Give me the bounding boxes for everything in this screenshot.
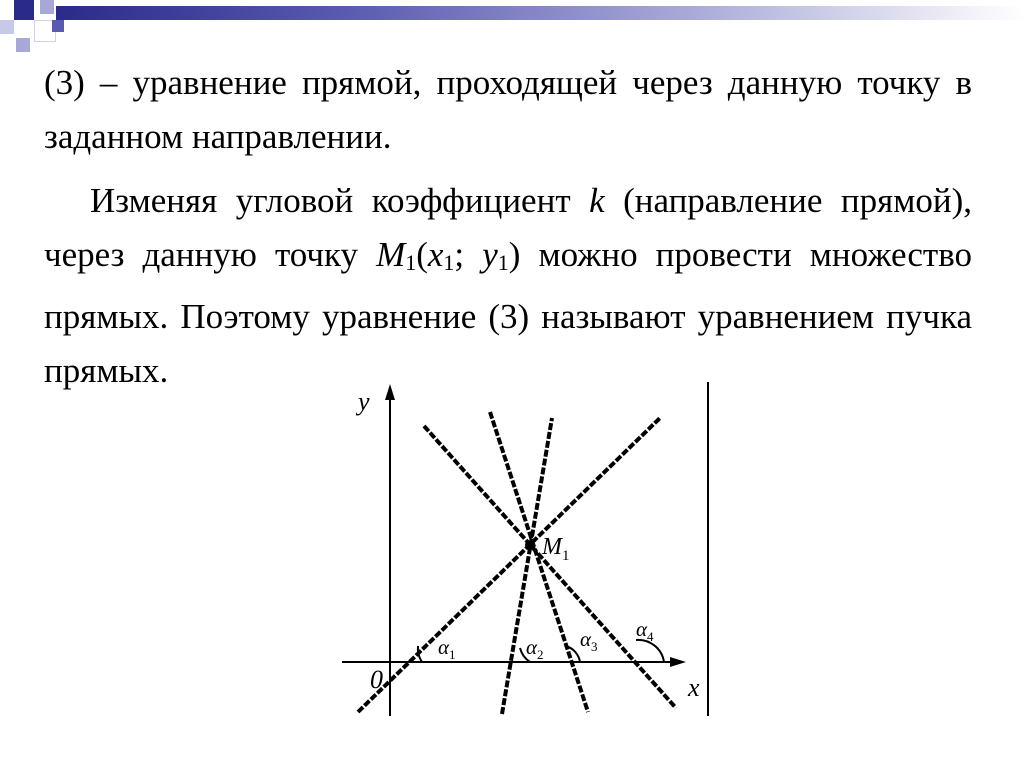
y-axis-arrow [385,384,395,400]
paragraph-2-part-3: можно провести множество прямых. Поэтому уравнение (3) называют уравнением пучка прямых. [44,235,972,390]
m1-label-letter: M [542,534,562,560]
alpha-3-label [580,627,598,654]
x-coord-sub: 1 [443,250,455,275]
x-axis-label: x [688,673,700,702]
alpha-1-sub: 1 [449,647,456,662]
alpha-2-sub: 2 [537,647,544,662]
alpha-2-label [526,635,544,662]
alpha-3-base: α [580,627,592,651]
paragraph-2-part-1: Изменяя угловой коэффициент [90,181,590,220]
point-m-letter: M [376,235,406,274]
m1-label-sub: 1 [562,548,570,564]
alpha-3-sub: 3 [591,639,598,654]
paren-close: ) [508,235,521,274]
paragraph-2 [44,174,972,398]
origin-label: 0 [370,665,383,694]
paragraph-1-text: (3) – уравнение прямой, проходящей через данную точку в заданном направлении. [44,63,972,156]
paragraph-1 [44,56,972,164]
line-alpha-3 [490,412,588,712]
x-coord: x [427,235,444,274]
alpha-4-sub: 4 [647,629,654,644]
slide-text [44,56,972,408]
diagram-svg [330,378,720,718]
line-alpha-4 [424,426,676,708]
point-m-sub: 1 [405,250,417,275]
x-axis-arrow [670,657,686,667]
alpha-1-base: α [438,635,450,659]
alpha-4-base: α [636,617,648,641]
y-axis-label: y [358,387,370,416]
y-coord: y [482,235,498,274]
alpha-2-base: α [526,635,538,659]
paren-open: ( [416,235,428,274]
y-coord-sub: 1 [497,250,509,275]
slope-k: k [589,181,605,220]
header-gradient-bar [56,6,1024,20]
m1-label [541,534,570,564]
coord-separator: ; [454,235,483,274]
alpha-1-label [438,635,456,662]
alpha-4-label [636,617,654,644]
point-m1 [525,541,533,549]
paragraph-2-part-2: (направление прямой), через данную точку [44,181,972,274]
line-bundle-diagram [330,378,720,718]
